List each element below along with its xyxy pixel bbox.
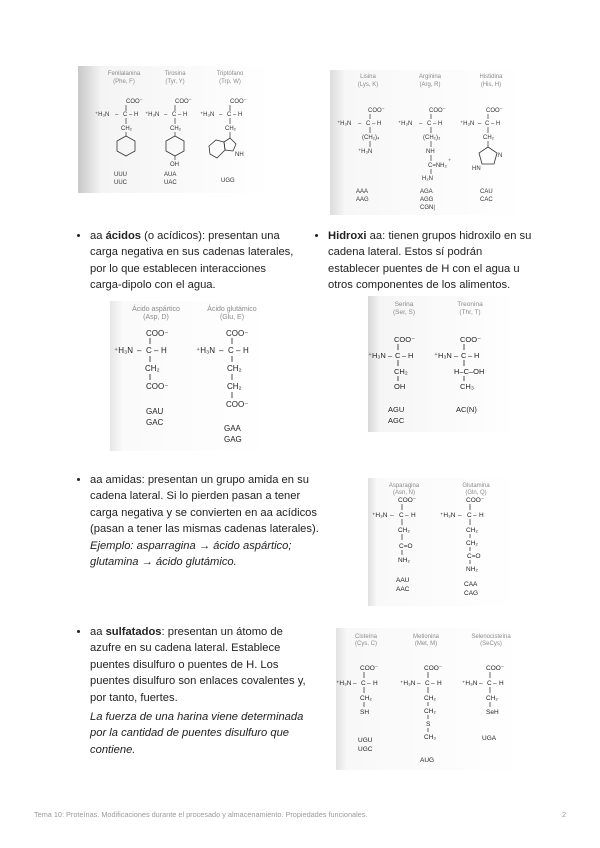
- svg-text:H: H: [408, 351, 414, 360]
- ser-codon-2: AGC: [388, 416, 405, 425]
- asp-codon-2: GAC: [146, 418, 164, 427]
- met-codon-1: AUG: [420, 757, 435, 764]
- svg-text:–: –: [433, 121, 437, 127]
- svg-text:C: C: [487, 680, 492, 687]
- asp-abbr: (Asp, D): [143, 314, 169, 321]
- svg-text:⁺H₃N: ⁺H₃N: [337, 121, 352, 127]
- svg-text:⁺: ⁺: [448, 159, 452, 165]
- glu-abbr: (Glu, E): [219, 314, 245, 321]
- svg-text:CH₂: CH₂: [424, 695, 436, 702]
- svg-text:–: –: [164, 112, 168, 118]
- asn-codon-2: AAC: [396, 586, 410, 593]
- asn-abbr: (Asn, N): [392, 490, 416, 496]
- svg-text:–: –: [236, 346, 241, 355]
- svg-text:SH: SH: [360, 709, 370, 716]
- trp-codon-1: UGG: [221, 178, 235, 184]
- arg-codon-2: AGG: [420, 197, 434, 203]
- lys-name: Lisina: [360, 74, 376, 80]
- svg-text:COO⁻: COO⁻: [175, 99, 192, 105]
- svg-text:–: –: [478, 121, 482, 127]
- thr-abbr: (Thr, T): [459, 309, 481, 316]
- thr-codon-1: AC(N): [456, 405, 477, 414]
- svg-text:H: H: [438, 121, 443, 127]
- asn-name: Asparagina: [388, 483, 420, 489]
- tyr-codon-1: AUA: [164, 172, 177, 178]
- svg-text:CH₂: CH₂: [145, 364, 160, 373]
- svg-text:⁺H₃N: ⁺H₃N: [95, 112, 110, 118]
- cys-name: Cisteína: [354, 634, 378, 640]
- svg-text:–: –: [129, 112, 133, 118]
- svg-text:COO⁻: COO⁻: [486, 665, 505, 672]
- svg-text:NH₂: NH₂: [466, 566, 478, 573]
- svg-text:–: –: [219, 112, 223, 118]
- svg-text:–: –: [115, 112, 119, 118]
- svg-text:–: –: [372, 121, 376, 127]
- svg-text:CH₂: CH₂: [227, 364, 242, 373]
- svg-text:C: C: [146, 346, 152, 355]
- sulfur-term: sulfatados: [105, 626, 162, 638]
- svg-text:⁺H₃N: ⁺H₃N: [440, 512, 456, 519]
- svg-text:C: C: [366, 121, 371, 127]
- svg-text:C: C: [425, 680, 430, 687]
- svg-text:⁺H₃N: ⁺H₃N: [368, 351, 386, 360]
- arg-codon-1: AGA: [420, 189, 433, 195]
- svg-text:–: –: [479, 680, 483, 687]
- svg-text:CH₂: CH₂: [227, 382, 242, 391]
- svg-text:–: –: [405, 512, 409, 519]
- svg-text:CH₂: CH₂: [424, 708, 436, 715]
- secys-abbr: (SeCys): [480, 641, 502, 647]
- glu-name: Ácido glutámico: [207, 306, 257, 313]
- lys-codon-2: AAG: [356, 197, 369, 203]
- arg-name: Arginina: [418, 74, 442, 80]
- svg-text:C: C: [461, 351, 467, 360]
- hydroxy-term: Hidroxi: [328, 230, 367, 242]
- svg-text:⁺H₃N: ⁺H₃N: [336, 680, 352, 687]
- svg-text:CH₂: CH₂: [398, 527, 410, 534]
- phe-codon-1: UUU: [114, 172, 127, 178]
- svg-text:H: H: [437, 680, 442, 687]
- svg-text:CH₂: CH₂: [225, 126, 236, 132]
- svg-text:COO⁻: COO⁻: [466, 497, 485, 504]
- svg-text:COO⁻: COO⁻: [146, 382, 169, 391]
- svg-text:–: –: [458, 512, 462, 519]
- bullet-acidic-aa: • aa ácidos (o acídicos): presentan una carga negativa en sus cadenas laterales, por lo que establecen interacciones carga-dipolo con el agua.: [76, 228, 298, 294]
- svg-text:NH: NH: [426, 149, 435, 155]
- svg-text:COO⁻: COO⁻: [360, 665, 379, 672]
- figure-aromatic-aa: [78, 66, 270, 193]
- svg-text:C=O: C=O: [399, 543, 413, 550]
- svg-text:C: C: [227, 112, 232, 118]
- svg-text:⁺H₃N: ⁺H₃N: [372, 512, 388, 519]
- figure-amide-aa: [368, 478, 518, 606]
- svg-text:H–C–OH: H–C–OH: [454, 367, 485, 376]
- svg-text:NH₂: NH₂: [398, 557, 410, 564]
- figure-sulfur-aa: [336, 628, 522, 770]
- ser-codon-1: AGU: [388, 405, 405, 414]
- asp-codon-1: GAU: [146, 407, 164, 416]
- tyr-codon-2: UAC: [164, 180, 177, 186]
- bullet-hydroxy-aa: • Hidroxi aa: tienen grupos hidroxilo en su cadena lateral. Estos sí podrán establecer puentes de H con el agua u otros componentes de los alimentos.: [314, 228, 536, 294]
- svg-text:⁺H₃N: ⁺H₃N: [114, 346, 134, 355]
- asn-codon-1: AAU: [396, 577, 410, 584]
- svg-text:–: –: [402, 351, 407, 360]
- svg-text:COO⁻: COO⁻: [486, 108, 503, 114]
- figure-hydroxy-aa: [368, 296, 516, 432]
- svg-text:–: –: [454, 351, 459, 360]
- asp-name: Ácido aspártico: [132, 306, 180, 313]
- svg-text:COO⁻: COO⁻: [146, 329, 169, 338]
- cys-codon-2: UGC: [358, 746, 373, 753]
- phe-codon-2: UUC: [114, 180, 127, 186]
- svg-text:–: –: [219, 346, 224, 355]
- amide-example: Ejemplo: asparragina → ácido aspártico; glutamina → ácido glutámico.: [90, 539, 292, 569]
- page-number: 2: [562, 810, 567, 819]
- svg-text:–: –: [154, 346, 159, 355]
- svg-text:H: H: [238, 112, 243, 118]
- svg-text:COO⁻: COO⁻: [230, 99, 247, 105]
- svg-text:H: H: [499, 680, 504, 687]
- svg-text:–: –: [367, 680, 371, 687]
- svg-text:OH: OH: [394, 382, 406, 391]
- svg-text:⁺H₃N: ⁺H₃N: [398, 121, 413, 127]
- gln-name: Glutamina: [462, 483, 490, 489]
- gln-codon-1: CAA: [464, 581, 478, 588]
- his-abbr: (His, H): [480, 82, 502, 88]
- svg-text:C: C: [399, 512, 404, 519]
- svg-text:–: –: [390, 512, 394, 519]
- svg-text:–: –: [353, 680, 357, 687]
- tyr-name: Tirosina: [164, 71, 186, 77]
- tyr-abbr: (Tyr, Y): [165, 79, 185, 85]
- svg-text:S: S: [426, 721, 431, 728]
- svg-text:⁺H₃N: ⁺H₃N: [358, 149, 373, 155]
- secys-codon-1: UGA: [482, 735, 497, 742]
- svg-text:H: H: [243, 346, 249, 355]
- ser-name: Serina: [394, 301, 414, 308]
- svg-text:–: –: [233, 112, 237, 118]
- glu-codon-1: GAA: [224, 424, 241, 433]
- met-name: Metionina: [412, 634, 440, 640]
- svg-text:C: C: [395, 351, 401, 360]
- arg-codon-3: CGN|: [420, 205, 435, 211]
- svg-text:COO⁻: COO⁻: [226, 400, 249, 409]
- svg-text:⁺H₃N: ⁺H₃N: [462, 680, 478, 687]
- gln-codon-2: CAG: [464, 590, 479, 597]
- svg-text:C=NH₂: C=NH₂: [428, 163, 447, 169]
- trp-name: Triptófano: [216, 71, 244, 77]
- svg-text:CH₂: CH₂: [170, 126, 181, 132]
- svg-text:–: –: [358, 121, 362, 127]
- svg-text:NH: NH: [235, 152, 244, 158]
- svg-text:–: –: [493, 680, 497, 687]
- svg-text:CH₂: CH₂: [360, 695, 372, 702]
- svg-text:CH₂: CH₂: [121, 126, 132, 132]
- svg-text:COO⁻: COO⁻: [429, 108, 446, 114]
- svg-text:CH₂: CH₂: [466, 527, 478, 534]
- his-codon-2: CAC: [480, 197, 493, 203]
- svg-text:CH₂: CH₂: [486, 695, 498, 702]
- svg-text:CH₂: CH₂: [466, 540, 478, 547]
- svg-text:–: –: [431, 680, 435, 687]
- svg-text:CH₃: CH₃: [424, 734, 437, 741]
- svg-text:H: H: [479, 512, 484, 519]
- svg-text:⁺H₃N: ⁺H₃N: [196, 346, 216, 355]
- svg-text:⁺H₃N: ⁺H₃N: [200, 112, 215, 118]
- his-name: Histidina: [479, 74, 503, 80]
- svg-text:SeH: SeH: [486, 709, 499, 716]
- svg-text:C: C: [467, 512, 472, 519]
- svg-text:H: H: [373, 680, 378, 687]
- lys-codon-1: AAA: [356, 189, 369, 195]
- svg-text:(CH₂)₃: (CH₂)₃: [423, 135, 441, 141]
- svg-text:⁺H₃N: ⁺H₃N: [145, 112, 160, 118]
- svg-text:COO⁻: COO⁻: [394, 335, 416, 344]
- svg-text:C: C: [485, 121, 490, 127]
- trp-abbr: (Trp, W): [219, 79, 241, 85]
- cys-abbr: (Cys, C): [355, 641, 377, 647]
- svg-text:⁺H₃N: ⁺H₃N: [434, 351, 452, 360]
- svg-text:H: H: [183, 112, 188, 118]
- svg-text:–: –: [491, 121, 495, 127]
- svg-text:–: –: [178, 112, 182, 118]
- svg-text:H₂N: H₂N: [422, 176, 433, 182]
- bullet-amide-aa: • aa amidas: presentan un grupo amida en su cadena lateral. Si lo pierden pasan a tener carga negativa y se convierten en aa acídicos (pasan a tener las mismas cadenas laterales). Ejemplo: asparragina → ácido aspártico; glutamina → ácido glutámico.: [76, 472, 328, 570]
- svg-text:–: –: [417, 680, 421, 687]
- svg-text:H: H: [161, 346, 167, 355]
- acidic-term: ácidos: [105, 230, 142, 242]
- figure-acidic-aa: [110, 301, 270, 451]
- svg-text:–: –: [137, 346, 142, 355]
- thr-name: Treonina: [457, 301, 483, 308]
- svg-text:COO⁻: COO⁻: [226, 329, 249, 338]
- svg-text:C: C: [123, 112, 128, 118]
- svg-text:H: H: [411, 512, 416, 519]
- svg-text:(CH₂)₄: (CH₂)₄: [362, 135, 380, 141]
- secys-name: Selenocisteína: [471, 634, 511, 640]
- svg-text:COO⁻: COO⁻: [398, 497, 417, 504]
- bullet-sulfur-aa: • aa sulfatados: presentan un átomo de azufre en su cadena lateral. Establece puentes disulfuro o puentes de H. Los puentes disulfuro son enlaces covalentes y, por tanto, fuertes. La fuerza de una harina viene determinada por la cantidad de puentes disulfuro que contiene.: [76, 624, 312, 758]
- svg-text:OH: OH: [170, 162, 179, 168]
- svg-text:N: N: [498, 153, 503, 159]
- phe-name: Fenilalanina: [107, 71, 141, 77]
- svg-text:C=O: C=O: [467, 553, 481, 560]
- svg-text:⁺H₃N: ⁺H₃N: [400, 680, 416, 687]
- svg-text:C: C: [427, 121, 432, 127]
- lys-abbr: (Lys, K): [357, 82, 379, 88]
- svg-text:H: H: [377, 121, 382, 127]
- svg-text:CH₂: CH₂: [394, 367, 408, 376]
- svg-text:–: –: [473, 512, 477, 519]
- svg-text:CH₂: CH₂: [483, 135, 494, 141]
- page-footer: Tema 10: Proteínas. Modificaciones durante el procesado y almacenamiento. Propiedades funcionales.: [34, 810, 368, 819]
- sulfur-note: La fuerza de una harina viene determinada por la cantidad de puentes disulfuro que contiene.: [90, 711, 304, 756]
- his-codon-1: CAU: [480, 189, 493, 195]
- svg-text:COO⁻: COO⁻: [424, 665, 443, 672]
- svg-text:–: –: [388, 351, 393, 360]
- svg-text:C: C: [172, 112, 177, 118]
- svg-text:H: H: [134, 112, 139, 118]
- svg-text:C: C: [361, 680, 366, 687]
- svg-text:C: C: [228, 346, 234, 355]
- arg-abbr: (Arg, R): [419, 82, 441, 88]
- figure-basic-aa: [330, 70, 522, 215]
- svg-text:H: H: [474, 351, 480, 360]
- svg-text:COO⁻: COO⁻: [126, 99, 143, 105]
- svg-text:–: –: [419, 121, 423, 127]
- phe-abbr: (Phe, F): [113, 79, 135, 85]
- svg-text:–: –: [468, 351, 473, 360]
- svg-text:⁺H₃N: ⁺H₃N: [460, 121, 475, 127]
- svg-text:COO⁻: COO⁻: [368, 108, 385, 114]
- met-abbr: (Met, M): [414, 641, 438, 647]
- svg-text:CH₃: CH₃: [460, 382, 474, 391]
- svg-text:H: H: [496, 121, 501, 127]
- gln-abbr: (Gln, Q): [465, 490, 487, 496]
- cys-codon-1: UGU: [358, 737, 373, 744]
- glu-codon-2: GAG: [224, 435, 242, 444]
- ser-abbr: (Ser, S): [392, 309, 416, 316]
- svg-text:HN: HN: [472, 166, 481, 172]
- svg-text:COO⁻: COO⁻: [460, 335, 482, 344]
